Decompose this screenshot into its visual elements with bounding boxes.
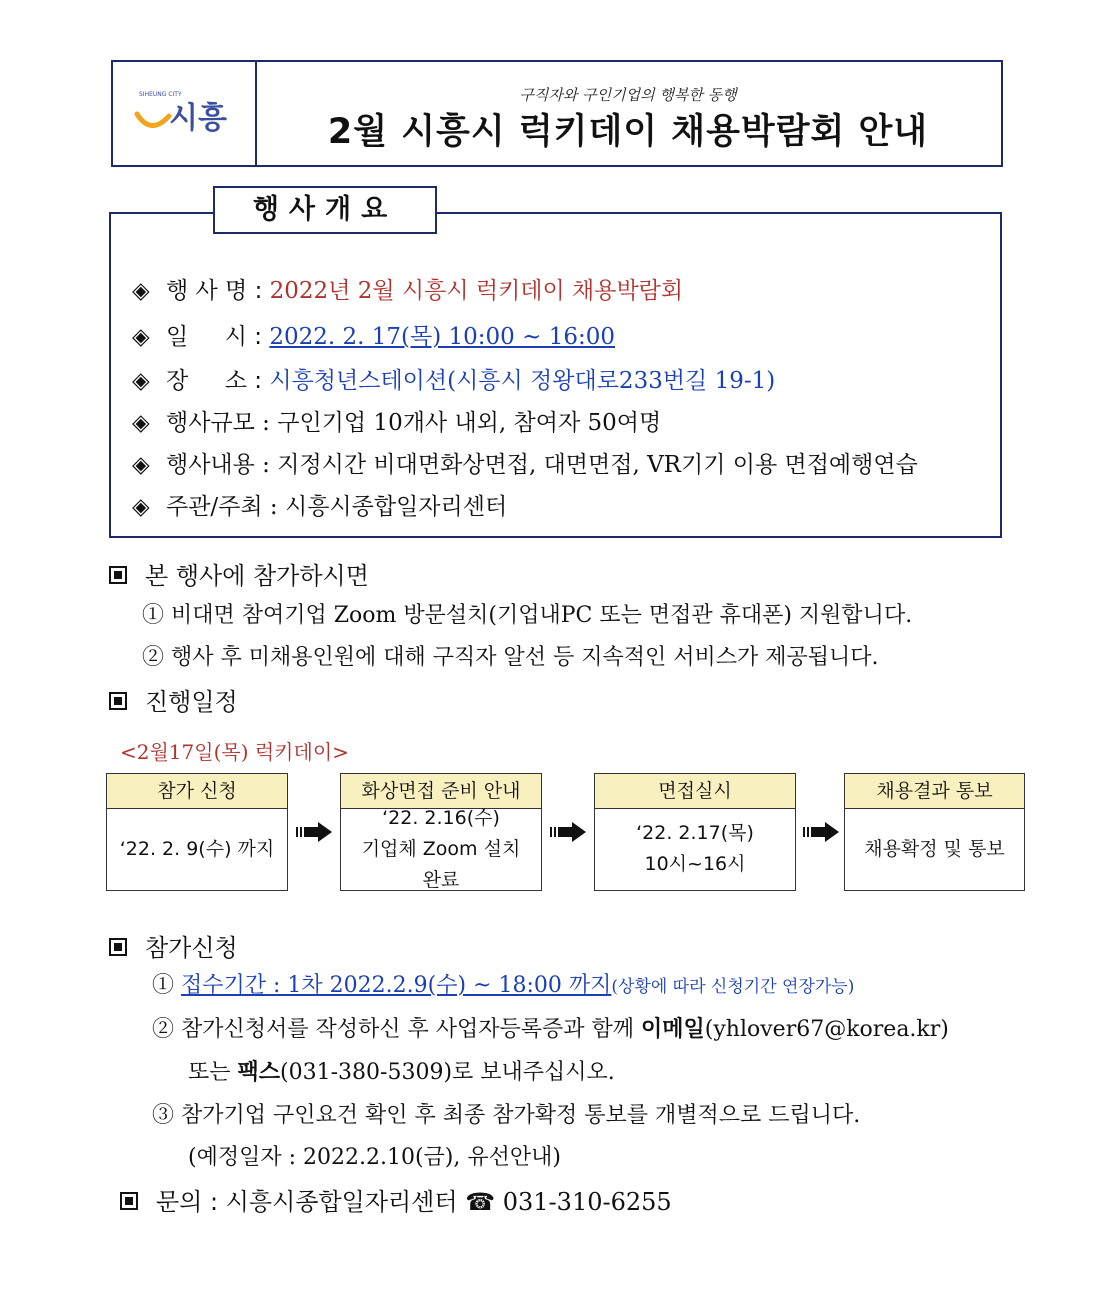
flow-step-line: ‘22. 2.16(수) bbox=[382, 806, 500, 829]
contact-phone: 031-310-6255 bbox=[502, 1188, 672, 1216]
phone-icon: ☎ bbox=[465, 1188, 496, 1216]
application-period: 접수기간 : 1차 2022.2.9(수) ~ 18:00 까지 bbox=[181, 973, 612, 998]
heading-text: 진행일정 bbox=[145, 688, 238, 716]
email-label: 이메일 bbox=[641, 1017, 705, 1042]
row-value: 시흥청년스테이션(시흥시 정왕대로233번길 19-1) bbox=[269, 368, 776, 394]
overview-row-datetime bbox=[132, 318, 615, 351]
application-item-3-note: (예정일자 : 2022.2.10(금), 유선안내) bbox=[188, 1145, 561, 1170]
flow-step-2 bbox=[340, 773, 542, 891]
item-number: ① bbox=[152, 973, 175, 998]
flow-step-title: 화상면접 준비 안내 bbox=[341, 774, 541, 809]
overview-row-event-name bbox=[132, 272, 683, 305]
header-box bbox=[111, 60, 1003, 167]
row-label: 행사내용 : bbox=[166, 452, 270, 478]
contact-label: 문의 : 시흥시종합일자리센터 bbox=[156, 1188, 458, 1216]
row-label: 일 시 : bbox=[166, 324, 263, 350]
flow-step-line: 완료 bbox=[422, 868, 460, 891]
square-bullet-icon bbox=[120, 1192, 138, 1210]
fax-label: 팩스 bbox=[237, 1060, 281, 1085]
flow-step-line: 채용확정 및 통보 bbox=[864, 837, 1005, 860]
diamond-bullet-icon: ◈ bbox=[132, 494, 150, 520]
flow-step-line: ‘22. 2. 9(수) 까지 bbox=[119, 837, 275, 860]
section-heading-application bbox=[109, 928, 238, 963]
diamond-bullet-icon: ◈ bbox=[132, 368, 150, 394]
overview-row-content bbox=[132, 446, 918, 479]
row-value: 구인기업 10개사 내외, 참여자 50여명 bbox=[277, 410, 662, 436]
application-item-2 bbox=[152, 1012, 949, 1043]
application-item-1 bbox=[152, 968, 854, 999]
email-address: (yhlover67@korea.kr) bbox=[704, 1017, 949, 1042]
flow-step-body bbox=[341, 808, 541, 890]
schedule-date-label: <2월17일(목) 럭키데이> bbox=[120, 740, 349, 764]
flow-arrow-icon bbox=[296, 822, 332, 842]
benefit-item-2: ② 행사 후 미채용인원에 대해 구직자 알선 등 지속적인 서비스가 제공됩니다. bbox=[142, 645, 879, 670]
section-heading-schedule bbox=[109, 682, 238, 717]
flow-step-body bbox=[845, 808, 1024, 890]
flow-step-title: 참가 신청 bbox=[107, 774, 287, 809]
application-item-3: ③ 참가기업 구인요건 확인 후 최종 참가확정 통보를 개별적으로 드립니다. bbox=[152, 1103, 861, 1128]
svg-text:SIHEUNG CITY: SIHEUNG CITY bbox=[139, 91, 182, 98]
heading-text: 참가신청 bbox=[145, 934, 238, 962]
row-label: 주관/주최 : bbox=[166, 494, 278, 520]
flow-step-body bbox=[595, 808, 795, 890]
item-text: 또는 bbox=[188, 1060, 231, 1085]
row-value: 지정시간 비대면화상면접, 대면면접, VR기기 이용 면접예행연습 bbox=[277, 452, 918, 478]
item-text: ② 참가신청서를 작성하신 후 사업자등록증과 함께 bbox=[152, 1017, 635, 1042]
overview-tab-label: 행사개요 bbox=[213, 186, 437, 234]
flow-step-body bbox=[107, 808, 287, 890]
diamond-bullet-icon: ◈ bbox=[132, 324, 150, 350]
page-title: 2월 시흥시 럭키데이 채용박람회 안내 bbox=[327, 112, 929, 152]
flow-arrow-icon bbox=[803, 822, 839, 842]
flow-step-line: 기업체 Zoom 설치 bbox=[361, 837, 521, 860]
flow-step-title: 채용결과 통보 bbox=[845, 774, 1024, 809]
heading-text: 본 행사에 참가하시면 bbox=[145, 562, 369, 590]
square-bullet-icon bbox=[109, 938, 127, 956]
flow-step-title: 면접실시 bbox=[595, 774, 795, 809]
header-subtitle: 구직자와 구인기업의 행복한 동행 bbox=[519, 86, 737, 104]
benefit-item-1: ① 비대면 참여기업 Zoom 방문설치(기업내PC 또는 면접관 휴대폰) 지원합니다. bbox=[142, 603, 913, 628]
logo-text: 시흥 bbox=[169, 101, 227, 136]
diamond-bullet-icon: ◈ bbox=[132, 278, 150, 304]
overview-row-scale bbox=[132, 404, 661, 437]
flow-step-3 bbox=[594, 773, 796, 891]
fax-number: (031-380-5309)로 보내주십시오. bbox=[280, 1060, 615, 1085]
logo-cell bbox=[113, 62, 257, 165]
overview-row-location bbox=[132, 362, 775, 395]
flow-step-line: ‘22. 2.17(목) bbox=[636, 822, 754, 844]
square-bullet-icon bbox=[109, 566, 127, 584]
row-value: 2022년 2월 시흥시 럭키데이 채용박람회 bbox=[269, 278, 684, 304]
flow-step-line: 10시~16시 bbox=[644, 853, 746, 875]
flow-arrow-icon bbox=[550, 822, 586, 842]
row-value: 시흥시종합일자리센터 bbox=[285, 494, 508, 520]
square-bullet-icon bbox=[109, 692, 127, 710]
row-label: 행 사 명 : bbox=[166, 278, 263, 304]
siheung-logo-icon bbox=[133, 84, 233, 144]
section-heading-benefits bbox=[109, 556, 369, 591]
row-value: 2022. 2. 17(목) 10:00 ~ 16:00 bbox=[269, 324, 615, 350]
diamond-bullet-icon: ◈ bbox=[132, 410, 150, 436]
application-item-2-cont bbox=[188, 1055, 615, 1086]
flow-step-1 bbox=[106, 773, 288, 891]
row-label: 장 소 : bbox=[166, 368, 263, 394]
overview-row-host bbox=[132, 488, 507, 521]
application-period-note: (상황에 따라 신청기간 연장가능) bbox=[611, 977, 855, 997]
contact-line bbox=[120, 1182, 672, 1217]
flow-step-4 bbox=[844, 773, 1025, 891]
row-label: 행사규모 : bbox=[166, 410, 270, 436]
diamond-bullet-icon: ◈ bbox=[132, 452, 150, 478]
